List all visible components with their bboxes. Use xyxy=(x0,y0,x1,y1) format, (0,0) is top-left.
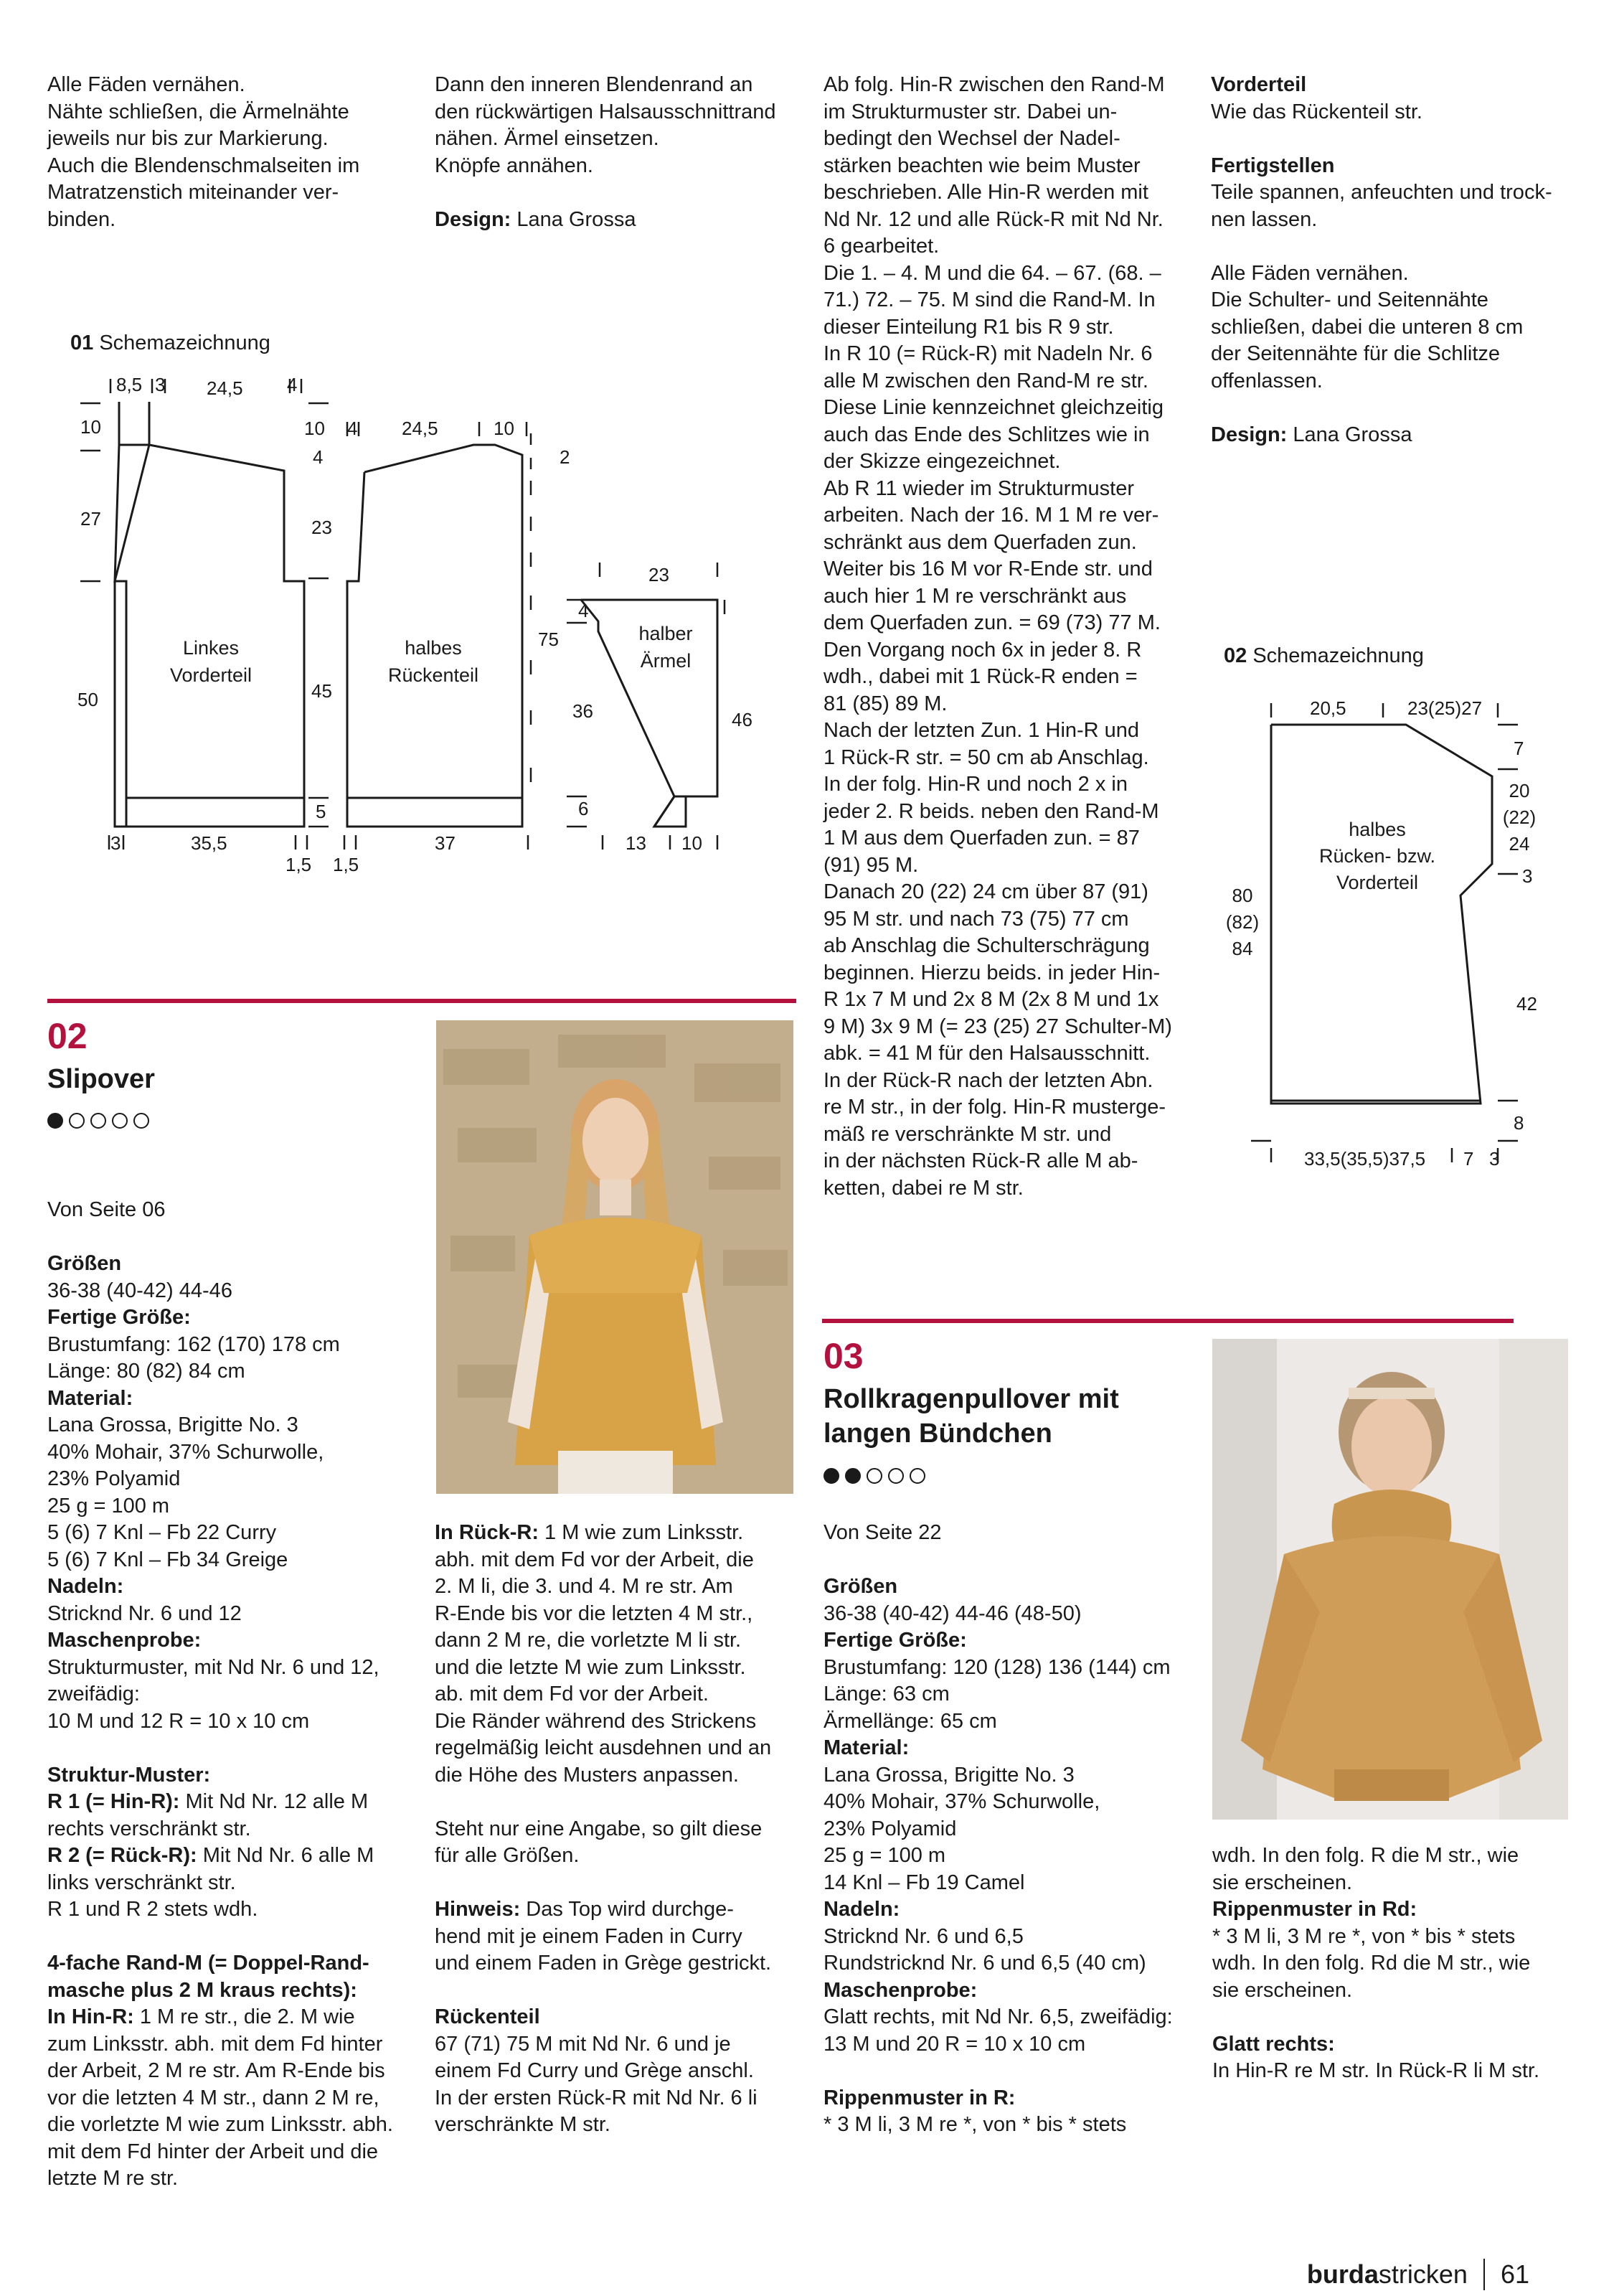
sec02-rule xyxy=(47,999,796,1003)
m-b: 3 xyxy=(155,374,166,395)
m2-k: 3 xyxy=(1489,1148,1500,1170)
rollkragen-photo xyxy=(1212,1339,1568,1820)
schema2-measures xyxy=(1304,697,1537,1170)
piece-label: halbes Rücken- bzw. Vorderteil xyxy=(1318,819,1436,893)
difficulty-rating xyxy=(823,1468,925,1484)
col3-text: Ab folg. Hin-R zwischen den Rand-M im Strukturmuster str. Dabei un- bedingt den Wechsel der Nadel- stärken beachten wie beim Muster beschrieben. Alle Hin-R werden mit Nd Nr. 12 und alle Rück-R mit Nd Nr. 6 gearbeitet. Die 1. – 4. M und die 64. – 67. (68. – 71.) 72. – 75. M sind die Rand-M. In dieser Einteilung R1 bis R 9 str. In R 10 (= Rück-R) mit Nadeln Nr. 6 alle M zwischen den Rand-M re str. Diese Linie kennzeichnet gleichzeitig auch das Ende des Schlitzes wie in der Skizze eingezeichnet. Ab R 11 wieder im Strukturmuster arbeiten. Nach der 16. M 1 M re ver- schränkt aus dem Querfaden zun. Weiter bis 16 M vor R-Ende str. und auch hier 1 M re verschränkt aus dem Querfaden zun. = 69 (73) 77 M. Den Vorgang noch 6x in jeder 8. R wdh., dabei mit 1 Rück-R enden = 81 (85) 89 M. Nach der letzten Zun. 1 Hin-R und 1 Rück-R str. = 50 cm ab Anschlag. In der folg. Hin-R und noch 2 x in jeder 2. R beids. neben den Rand-M 1 M aus dem Querfaden zun. = 87 (91) 95 M. Danach 20 (22) 24 cm über 87 (91) 95 M str. und nach 73 (75) 77 cm ab Anschlag die Schulterschrägung beginnen. Hierzu beids. in jeder Hin- R 1x 7 M und 2x 8 M (2x 8 M und 1x 9 M) 3x 9 M (= 23 (25) 27 Schulter-M) abk. = 41 M für den Halsausschnitt. In der Rück-R nach der letzten Abn. re M str., in der folg. Hin-R musterge- mäß re verschränkte M str. und in der nächsten Rück-R alle M ab- ketten, dabei re M str. xyxy=(823,73,1172,1200)
back-label: halbes Rückenteil xyxy=(387,637,479,686)
m2-j: 7 xyxy=(1463,1148,1474,1170)
m-u: 75 xyxy=(538,629,559,650)
m-r: 24,5 xyxy=(402,418,438,439)
schema2-label: 02 Schemazeichnung xyxy=(1224,644,1424,667)
m2-a: 20,5 xyxy=(1310,697,1346,719)
dot-filled xyxy=(823,1468,839,1484)
m2-e: 3 xyxy=(1522,865,1533,887)
m-n: 35,5 xyxy=(191,832,227,854)
sleeve-label: halber Ärmel xyxy=(638,623,693,672)
front-label: Linkes Vorderteil xyxy=(169,637,253,686)
schema2-ticks xyxy=(1251,703,1518,1162)
m-k: 45 xyxy=(311,680,332,702)
sec03-title: Rollkragenpullover mit langen Bündchen xyxy=(823,1384,1119,1449)
m2-h: 8 xyxy=(1514,1112,1524,1134)
m2-b: 23(25)27 xyxy=(1407,697,1483,719)
m-h: 10 xyxy=(304,418,325,439)
m-e: 10 xyxy=(80,416,101,438)
brand-logo: burdastricken xyxy=(1306,2259,1468,2289)
m2-d: 20 (22) 24 xyxy=(1502,780,1537,855)
m-y: 36 xyxy=(572,700,593,722)
m2-c: 7 xyxy=(1514,738,1524,759)
col4-text: Vorderteil Wie das Rückenteil str. Fertigstellen Teile spannen, anfeuchten und trock- nen lassen. Alle Fäden vernähen. Die Schulter- und Seitennähte schließen, dabei die unteren 8 cm der Seitennähte für die Schlitze offenlassen. Design: Lana Grossa xyxy=(1211,73,1552,446)
m-a: 8,5 xyxy=(116,374,143,395)
piece-outline xyxy=(1271,725,1492,1104)
m-i: 4 xyxy=(313,446,324,468)
dot-filled xyxy=(845,1468,861,1484)
m-o: 1,5 xyxy=(285,854,312,875)
m-ab: 13 xyxy=(626,832,646,854)
footer-divider xyxy=(1483,2259,1485,2290)
page-number: 61 xyxy=(1500,2259,1529,2289)
dot-empty xyxy=(112,1113,128,1129)
dot-empty xyxy=(133,1113,149,1129)
sec03-specs: Größen 36-38 (40-42) 44-46 (48-50) Fertige Größe: Brustumfang: 120 (128) 136 (144) cm Länge: 63 cm Ärmellänge: 65 cm Material: Lana Grossa, Brigitte No. 3 40% Mohair, 37% Schurwolle, 23% Polyamid 25 g = 100 m 14 Knl – Fb 19 Camel Nadeln: Stricknd Nr. 6 und 6,5 Rundstricknd Nr. 6 und 6,5 (40 cm) Maschenprobe: Glatt rechts, mit Nd Nr. 6,5, zweifädig: 13 M und 20 R = 10 x 10 cm xyxy=(823,1575,1173,2056)
sec02-col2: In Rück-R: 1 M wie zum Linksstr. abh. mit dem Fd vor der Arbeit, die 2. M li, die 3. und 4. M re str. Am R-Ende bis vor die letzten 4 M str., dann 2 M re, die vorletzte M li str. und die letzte M wie zum Linksstr. ab. mit dem Fd vor der Arbeit. Die Ränder während des Strickens regelmäßig leicht ausdehnen und an die Höhe des Musters anpassen. Steht nur eine Angabe, so gilt diese für alle Größen. Hinweis: Das Top wird durchge- hend mit je einem Faden in Curry und einem Faden in Grège gestrickt. Rückenteil 67 (71) 75 M mit Nd Nr. 6 und je einem Fd Curry und Grège anschl. In der ersten Rück-R mit Nd Nr. 6 li verschränkte M str. xyxy=(435,1521,772,2136)
m-p: 1,5 xyxy=(333,854,359,875)
m-s: 10 xyxy=(494,418,514,439)
col1-intro: Alle Fäden vernähen. Nähte schließen, die Ärmelnähte jeweils nur bis zur Markierung. Auch die Blendenschmalseiten im Matratzenstich miteinander ver- binden. xyxy=(47,73,360,231)
sec03-col4: wdh. In den folg. R die M str., wie sie erscheinen. Rippenmuster in Rd: * 3 M li, 3 M re *, von * bis * stets wdh. In den folg. Rd die M str., wie sie erscheinen. Glatt rechts: In Hin-R re M str. In Rück-R li M str. xyxy=(1212,1844,1539,2082)
rollkragen-illustration xyxy=(1212,1339,1568,1820)
m-v: 37 xyxy=(435,832,456,854)
sec03-rule xyxy=(822,1319,1514,1323)
schema1-label: 01 Schemazeichnung xyxy=(70,331,270,354)
sec02-col1: Von Seite 06 Größen 36-38 (40-42) 44-46 Fertige Größe: Brustumfang: 162 (170) 178 cm Länge: 80 (82) 84 cm Material: Lana Grossa, Brigitte No. 3 40% Mohair, 37% Schurwolle, 23% Polyamid 25 g = 100 m 5 (6) 7 Knl – Fb 22 Curry 5 (6) 7 Knl – Fb 34 Greige Nadeln: Stricknd Nr. 6 und 12 Maschenprobe: Strukturmuster, mit Nd Nr. 6 und 12, zweifädig: 10 M und 12 R = 10 x 10 cm Struktur-Muster: R 1 (= Hin-R): Mit Nd Nr. 12 alle M rechts verschränkt str. R 2 (= Rück-R): Mit Nd Nr. 6 alle M links verschränkt str. R 1 und R 2 stets wdh. 4-fache Rand-M (= Doppel-Rand- masche plus 2 M kraus rechts): In Hin-R: 1 M re str., die 2. M wie zum Linksstr. abh. mit dem Fd hinter der Arbeit, 2 M re str. Am R-Ende bis vor die letzten 4 M str., dann 2 M re, die vorletzte M wie zum Linksstr. abh. mit dem Fd hinter der Arbeit und die letzte M re str. xyxy=(47,1197,420,2193)
dot-empty xyxy=(888,1468,904,1484)
sec02-specs: Größen 36-38 (40-42) 44-46 Fertige Größe: Brustumfang: 162 (170) 178 cm Länge: 80 (82) 84 cm Material: Lana Grossa, Brigitte No. 3 40% Mohair, 37% Schurwolle, 23% Polyamid 25 g = 100 m 5 (6) 7 Knl – Fb 22 Curry 5 (6) 7 Knl – Fb 34 Greige Nadeln: Stricknd Nr. 6 und 12 Maschenprobe: Strukturmuster, mit Nd Nr. 6 und 12, zweifädig: 10 M und 12 R = 10 x 10 cm xyxy=(47,1252,379,1733)
col2-intro: Dann den inneren Blendenrand an den rückwärtigen Halsausschnittrand nähen. Ärmel einsetzen. Knöpfe annähen. Design: Lana Grossa xyxy=(435,73,776,231)
dot-filled xyxy=(47,1113,63,1129)
dot-empty xyxy=(90,1113,106,1129)
page-footer xyxy=(1307,2259,1529,2290)
dot-empty xyxy=(867,1468,882,1484)
m-l: 5 xyxy=(316,801,326,822)
m-j: 23 xyxy=(311,517,332,538)
slipover-illustration xyxy=(436,1020,793,1494)
m-x: 4 xyxy=(578,600,589,621)
m-t: 2 xyxy=(560,446,570,468)
m-aa: 6 xyxy=(578,798,589,819)
m-m: 3 xyxy=(110,832,121,854)
m-c: 24,5 xyxy=(207,377,243,399)
dot-empty xyxy=(69,1113,85,1129)
difficulty-rating xyxy=(47,1113,149,1129)
sec02-title: Slipover xyxy=(47,1064,155,1094)
m-w: 23 xyxy=(648,564,669,585)
slipover-photo xyxy=(436,1020,793,1494)
m2-f: 80 (82) 84 xyxy=(1225,885,1260,959)
m-d: 4 xyxy=(287,374,298,395)
sec03-number: 03 xyxy=(823,1336,864,1376)
m-g: 50 xyxy=(77,689,98,710)
m-z: 46 xyxy=(732,709,752,730)
dot-empty xyxy=(910,1468,925,1484)
sec02-number: 02 xyxy=(47,1016,88,1056)
m-f: 27 xyxy=(80,508,101,530)
sec03-col3: Von Seite 22 Größen 36-38 (40-42) 44-46 (48-50) Fertige Größe: Brustumfang: 120 (128) 136 (144) cm Länge: 63 cm Ärmellänge: 65 cm Material: Lana Grossa, Brigitte No. 3 40% Mohair, 37% Schurwolle, 23% Polyamid 25 g = 100 m 14 Knl – Fb 19 Camel Nadeln: Stricknd Nr. 6 und 6,5 Rundstricknd Nr. 6 und 6,5 (40 cm) Maschenprobe: Glatt rechts, mit Nd Nr. 6,5, zweifädig: 13 M und 20 R = 10 x 10 cm Rippenmuster in R: * 3 M li, 3 M re *, von * bis * stets xyxy=(823,1520,1211,2139)
m-q: 4 xyxy=(347,418,358,439)
m2-g: 42 xyxy=(1516,993,1537,1015)
m-ac: 10 xyxy=(681,832,702,854)
m2-i: 33,5(35,5)37,5 xyxy=(1304,1148,1426,1170)
